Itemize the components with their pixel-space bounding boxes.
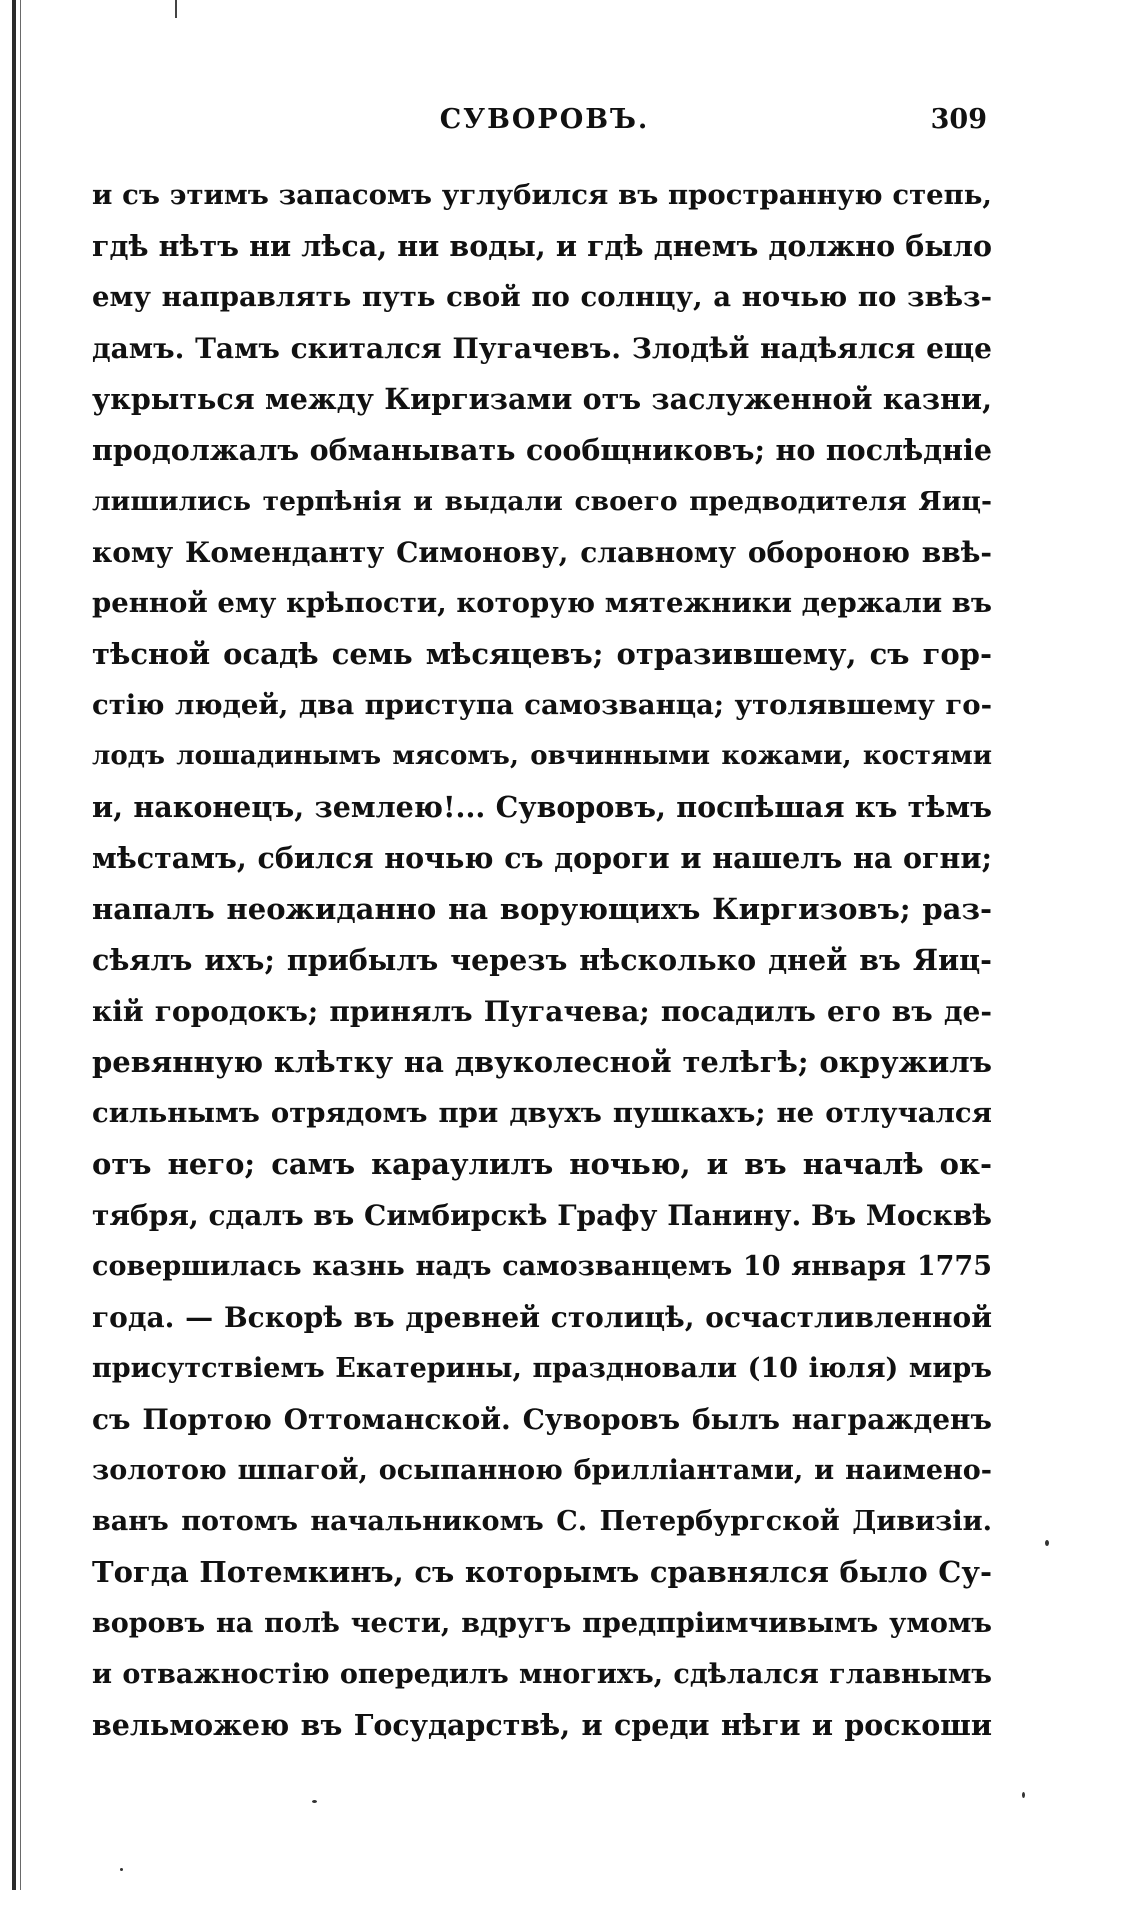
scan-speck	[312, 1800, 317, 1803]
page-number: 309	[930, 104, 987, 135]
text-line: тября, сдалъ въ Симбирскѣ Графу Панину. Въ Москвѣ	[92, 1199, 992, 1232]
text-line: мѣстамъ, сбился ночью съ дороги и нашелъ на огни;	[92, 841, 992, 875]
text-line: стію людей, два приступа самозванца; утолявшему го-	[92, 689, 992, 721]
text-line: продолжалъ обманывать сообщниковъ; но послѣдніе	[92, 433, 992, 467]
scan-speck	[1022, 1792, 1025, 1798]
text-line: лодъ лошадинымъ мясомъ, овчинными кожами, костями	[92, 741, 992, 771]
text-line: присутствіемъ Екатерины, праздновали (10 іюля) миръ	[92, 1353, 992, 1384]
text-line: и, наконецъ, землею!... Суворовъ, поспѣшая къ тѣмъ	[92, 790, 992, 824]
text-line: отъ него; самъ караулилъ ночью, и въ началѣ ок-	[92, 1147, 992, 1181]
text-line: кій городокъ; принялъ Пугачева; посадилъ его въ де-	[92, 995, 992, 1028]
text-line: совершилась казнь надъ самозванцемъ 10 января 1775	[92, 1251, 992, 1282]
text-line: сѣялъ ихъ; прибылъ черезъ нѣсколько дней въ Яиц-	[92, 943, 992, 977]
text-line: золотою шпагой, осыпанною брилліантами, и наимено-	[92, 1455, 992, 1486]
text-line: съ Портою Оттоманской. Суворовъ былъ награжденъ	[92, 1403, 992, 1436]
text-line: и отважностію опередилъ многихъ, сдѣлался главнымъ	[92, 1659, 992, 1690]
text-line: ревянную клѣтку на двуколесной телѣгѣ; окружилъ	[92, 1045, 992, 1079]
text-line: укрыться между Киргизами отъ заслуженной казни,	[92, 382, 992, 416]
scan-speck	[120, 1868, 123, 1871]
running-head	[92, 104, 997, 144]
text-line: ренной ему крѣпости, которую мятежники держали въ	[92, 587, 992, 619]
text-line: воровъ на полѣ чести, вдругъ предпріимчивымъ умомъ	[92, 1608, 992, 1639]
page-edge-line	[20, 0, 21, 1890]
text-line: напалъ неожиданно на ворующихъ Киргизовъ; раз-	[92, 892, 992, 926]
text-line: ему направлять путь свой по солнцу, а ночью по звѣз-	[92, 281, 992, 313]
page-edge-shadow	[12, 0, 16, 1890]
text-line: вельможею въ Государствѣ, и среди нѣги и роскоши	[92, 1708, 992, 1742]
text-line: и съ этимъ запасомъ углубился въ пространную степь,	[92, 179, 992, 211]
text-line: лишились терпѣнія и выдали своего предводителя Яиц-	[92, 486, 992, 517]
body-text	[92, 170, 992, 1751]
text-line: гдѣ нѣтъ ни лѣса, ни воды, и гдѣ днемъ должно было	[92, 229, 992, 263]
running-title: СУВОРОВЪ.	[439, 104, 650, 135]
scan-speck	[1045, 1540, 1049, 1546]
text-line: кому Коменданту Симонову, славному обороною ввѣ-	[92, 536, 992, 569]
text-line: дамъ. Тамъ скитался Пугачевъ. Злодѣй надѣялся еще	[92, 332, 992, 365]
text-line: ванъ потомъ начальникомъ С. Петербургской Дивизіи.	[92, 1506, 992, 1537]
text-line: года. — Вскорѣ въ древней столицѣ, осчастливленной	[92, 1301, 992, 1334]
text-line: сильнымъ отрядомъ при двухъ пушкахъ; не отлучался	[92, 1097, 992, 1129]
text-line: Тогда Потемкинъ, съ которымъ сравнялся было Су-	[92, 1555, 992, 1589]
scan-mark	[175, 0, 177, 18]
text-line: тѣсной осадѣ семь мѣсяцевъ; отразившему, съ гор-	[92, 637, 992, 671]
